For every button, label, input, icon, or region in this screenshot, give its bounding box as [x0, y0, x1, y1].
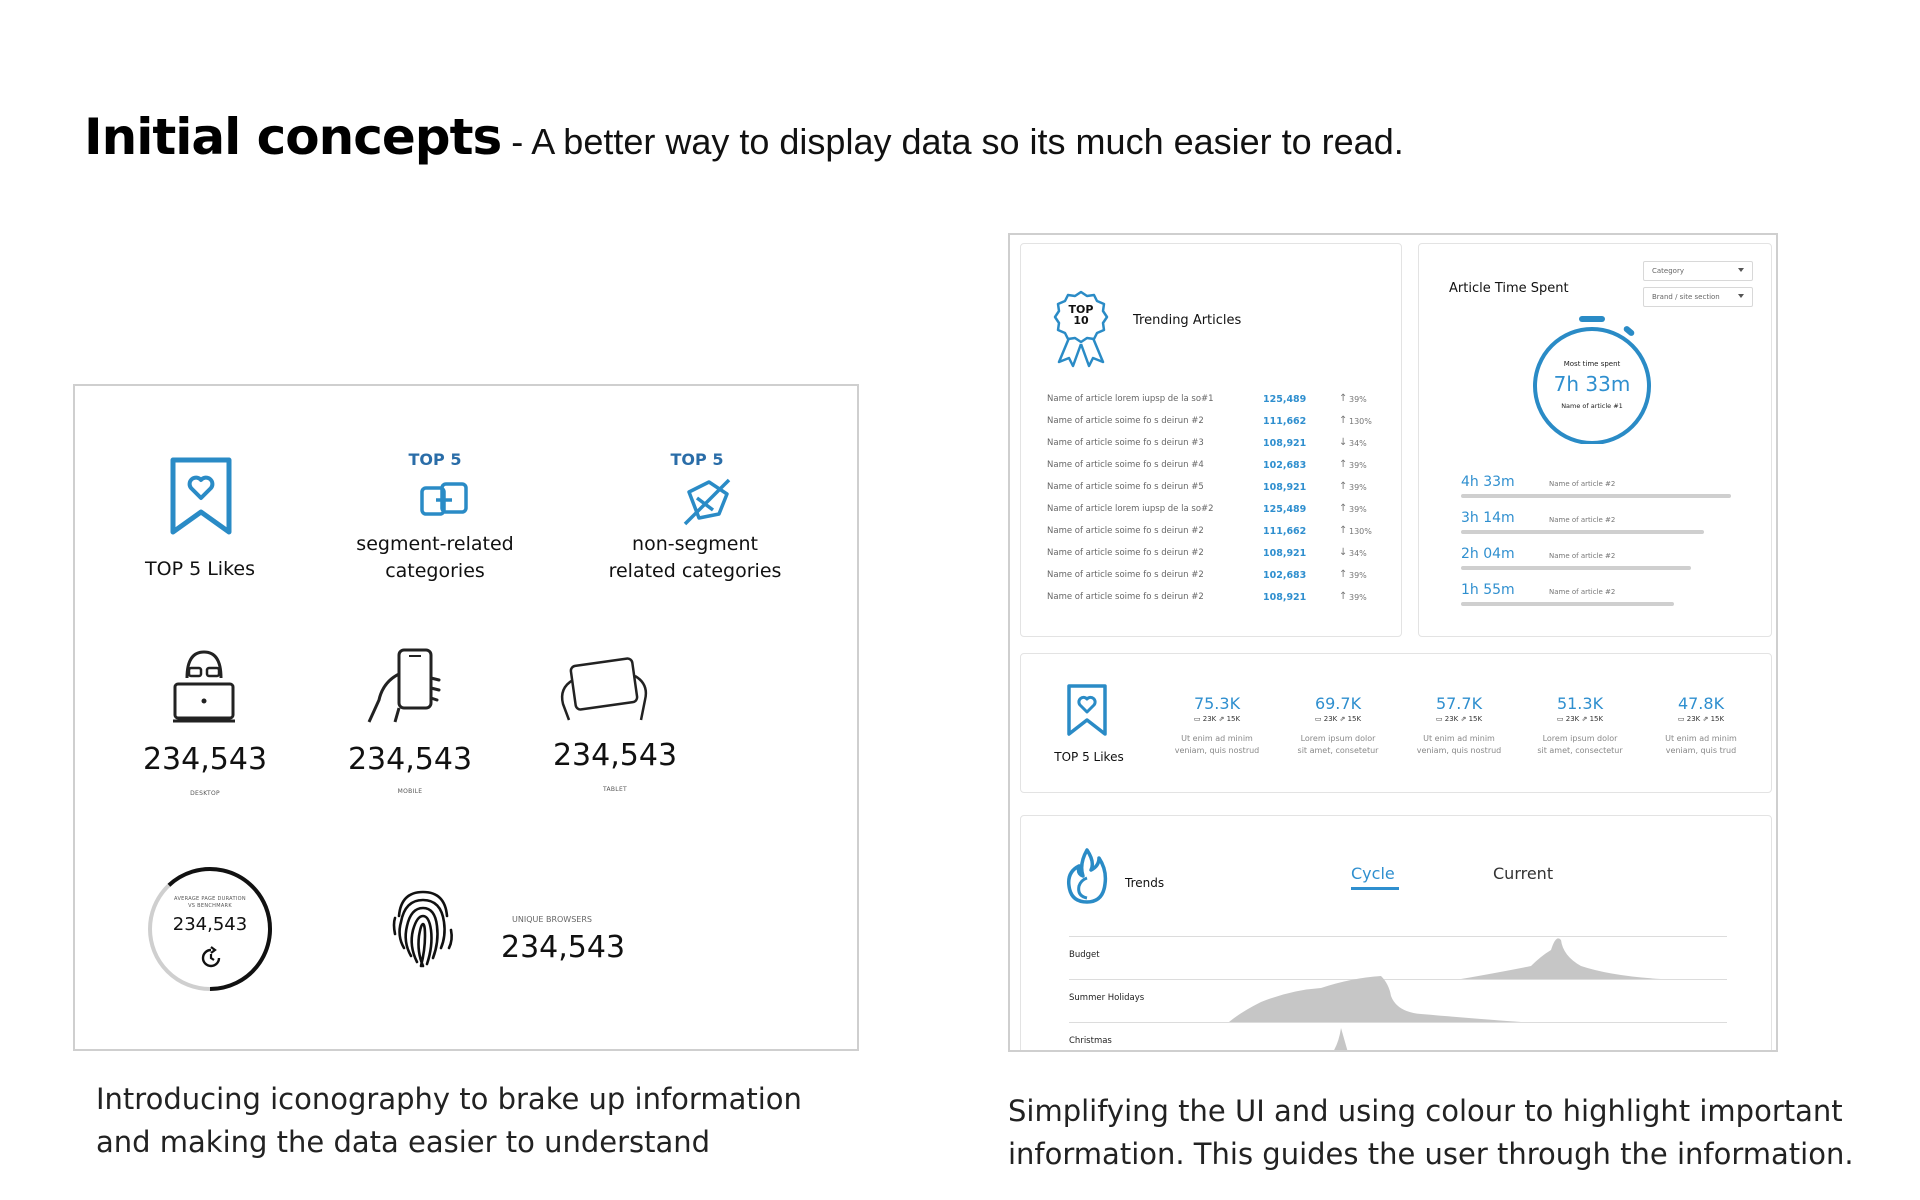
article-name: Name of article soime fo s deirun #2 — [1047, 592, 1204, 602]
article-name: Name of article soime fo s deirun #2 — [1047, 548, 1204, 558]
fingerprint-icon — [391, 886, 455, 970]
likes-label: TOP 5 Likes — [145, 558, 255, 580]
share-count: 15K — [1589, 715, 1604, 723]
share-count: 15K — [1468, 715, 1483, 723]
time-bar — [1461, 566, 1691, 570]
time-spent-title: Article Time Spent — [1449, 281, 1569, 296]
arrow-down-icon: ↓ — [1339, 547, 1348, 558]
article-views: 108,921 — [1263, 482, 1307, 493]
like-description: Ut enim ad minim veniam, quis nostrud — [1174, 734, 1260, 755]
like-description: Lorem ipsum dolor sit amet, consetetur — [1297, 734, 1379, 755]
trending-article-row[interactable] — [1047, 592, 1387, 606]
arrow-down-icon: ↓ — [1339, 437, 1348, 448]
top5-likes-label: TOP 5 Likes — [1054, 750, 1124, 764]
like-value: 75.3K — [1193, 694, 1241, 713]
time-article-name: Name of article #2 — [1549, 552, 1616, 560]
iconography-concept-panel — [73, 384, 859, 1051]
left-caption: Introducing iconography to brake up information and making the data easier to understand — [96, 1082, 802, 1159]
article-name: Name of article soime fo s deirun #2 — [1047, 570, 1204, 580]
time-spent-list — [1461, 474, 1731, 614]
like-description: Lorem ipsum dolor sit amet, consectetur — [1537, 734, 1623, 755]
non-segment-label: non-segment related categories — [608, 533, 782, 582]
share-count: 15K — [1710, 715, 1725, 723]
comment-count: 23K — [1444, 715, 1459, 723]
browsers-caption: UNIQUE BROWSERS — [512, 915, 592, 924]
like-item[interactable] — [1288, 694, 1388, 774]
trending-article-row[interactable] — [1047, 482, 1387, 496]
share-count: 15K — [1226, 715, 1241, 723]
summer-ridge — [1229, 976, 1521, 1022]
trending-article-row[interactable] — [1047, 526, 1387, 540]
duration-value: 234,543 — [172, 914, 248, 935]
like-value: 57.7K — [1435, 694, 1483, 713]
article-change: 130% — [1349, 417, 1372, 426]
article-views: 111,662 — [1263, 526, 1307, 537]
page-title: Initial concepts — [84, 108, 502, 166]
article-views: 108,921 — [1263, 548, 1307, 559]
article-change: 34% — [1349, 549, 1367, 558]
arrow-up-icon: ↑ — [1339, 503, 1348, 514]
comment-count: 23K — [1686, 715, 1701, 723]
mobile-value: 234,543 — [347, 742, 473, 777]
right-caption: Simplifying the UI and using colour to highlight important information. This guides the user through the information. — [1008, 1094, 1854, 1171]
article-name: Name of article soime fo s deirun #4 — [1047, 460, 1204, 470]
page-subtitle: - A better way to display data so its much easier to read. — [511, 121, 1404, 162]
comment-count: 23K — [1565, 715, 1580, 723]
share-icon: ⇗ — [1458, 715, 1469, 723]
clock-refresh-icon — [199, 946, 223, 970]
trends-ridgeline — [1021, 816, 1773, 1052]
trending-article-row[interactable] — [1047, 504, 1387, 518]
time-spent-item[interactable] — [1461, 474, 1731, 504]
category-dropdown[interactable]: Category — [1643, 261, 1753, 281]
article-name: Name of article soime fo s deirun #2 — [1047, 526, 1204, 536]
article-change: 39% — [1349, 483, 1367, 492]
link-squares-icon — [418, 480, 472, 520]
time-spent-item[interactable] — [1461, 546, 1731, 576]
christmas-ridge — [1321, 1028, 1357, 1052]
tablet-value: 234,543 — [552, 738, 678, 773]
article-views: 125,489 — [1263, 394, 1307, 405]
article-name: Name of article soime fo s deirun #3 — [1047, 438, 1204, 448]
budget-ridge — [1461, 938, 1661, 979]
like-engagement — [1288, 715, 1388, 723]
time-value: 1h 55m — [1461, 582, 1515, 598]
bookmark-heart-icon — [1065, 682, 1109, 738]
trend-label-christmas: Christmas — [1069, 1036, 1112, 1046]
time-article-name: Name of article #2 — [1549, 588, 1616, 596]
trending-article-row[interactable] — [1047, 416, 1387, 430]
share-icon: ⇗ — [1216, 715, 1227, 723]
article-change: 34% — [1349, 439, 1367, 448]
top10-badge-icon — [1051, 288, 1111, 368]
like-description: Ut enim ad minim veniam, quis nostrud — [1416, 734, 1502, 755]
like-description: Ut enim ad minim veniam, quis trud — [1665, 734, 1737, 755]
article-views: 108,921 — [1263, 438, 1307, 449]
desktop-value: 234,543 — [142, 742, 268, 777]
tablet-caption: TABLET — [602, 786, 628, 793]
arrow-up-icon: ↑ — [1339, 393, 1348, 404]
browsers-value: 234,543 — [501, 930, 626, 965]
time-bar — [1461, 530, 1704, 534]
tablet-hands-icon — [555, 654, 651, 726]
trends-title: Trends — [1125, 876, 1165, 890]
time-bar — [1461, 602, 1674, 606]
chevron-down-icon — [1738, 294, 1744, 298]
like-engagement — [1409, 715, 1509, 723]
share-icon: ⇗ — [1700, 715, 1711, 723]
timer-value: 7h 33m — [1553, 372, 1631, 396]
desktop-user-icon — [171, 646, 237, 724]
bookmark-heart-icon — [167, 454, 235, 539]
like-value: 51.3K — [1556, 694, 1604, 713]
like-engagement — [1530, 715, 1630, 723]
comment-icon: ▭ — [1556, 715, 1566, 723]
duration-caption: AVERAGE PAGE DURATION VS BENCHMARK — [174, 896, 246, 909]
trend-label-summer: Summer Holidays — [1069, 993, 1145, 1003]
top5-likes-list — [1167, 694, 1767, 774]
time-spent-item[interactable] — [1461, 582, 1731, 612]
share-icon: ⇗ — [1337, 715, 1348, 723]
article-name: Name of article lorem iupsp de la so#1 — [1047, 394, 1214, 404]
article-change: 39% — [1349, 505, 1367, 514]
page-header — [84, 108, 1404, 166]
like-item[interactable] — [1409, 694, 1509, 774]
like-item[interactable] — [1651, 694, 1751, 774]
article-views: 111,662 — [1263, 416, 1307, 427]
article-views: 125,489 — [1263, 504, 1307, 515]
trending-article-row[interactable] — [1047, 394, 1387, 408]
chevron-down-icon — [1738, 268, 1744, 272]
brand-section-dropdown[interactable]: Brand / site section — [1643, 287, 1753, 307]
trending-article-row[interactable] — [1047, 570, 1387, 584]
mobile-caption: MOBILE — [397, 788, 423, 795]
comment-icon: ▭ — [1435, 715, 1445, 723]
share-icon: ⇗ — [1579, 715, 1590, 723]
non-segment-top-label: TOP 5 — [670, 450, 724, 469]
time-value: 3h 14m — [1461, 510, 1515, 526]
timer-article-name: Name of article #1 — [1561, 402, 1623, 410]
time-value: 4h 33m — [1461, 474, 1515, 490]
arrow-up-icon: ↑ — [1339, 569, 1348, 580]
arrow-up-icon: ↑ — [1339, 591, 1348, 602]
trending-articles-card — [1020, 243, 1402, 637]
time-value: 2h 04m — [1461, 546, 1515, 562]
time-spent-card — [1418, 243, 1772, 637]
tab-current[interactable]: Current — [1493, 864, 1554, 883]
article-views: 108,921 — [1263, 592, 1307, 603]
time-article-name: Name of article #2 — [1549, 516, 1616, 524]
article-change: 39% — [1349, 593, 1367, 602]
time-bar — [1461, 494, 1731, 498]
article-change: 130% — [1349, 527, 1372, 536]
like-value: 69.7K — [1314, 694, 1362, 713]
share-count: 15K — [1347, 715, 1362, 723]
trends-card — [1020, 815, 1772, 1052]
article-views: 102,683 — [1263, 570, 1307, 581]
time-article-name: Name of article #2 — [1549, 480, 1616, 488]
article-change: 39% — [1349, 461, 1367, 470]
article-name: Name of article soime fo s deirun #5 — [1047, 482, 1204, 492]
like-item[interactable] — [1530, 694, 1630, 774]
like-value: 47.8K — [1677, 694, 1725, 713]
like-engagement — [1651, 715, 1751, 723]
trending-article-row[interactable] — [1047, 460, 1387, 474]
comment-icon: ▭ — [1314, 715, 1324, 723]
desktop-caption: DESKTOP — [190, 790, 220, 797]
article-name: Name of article lorem iupsp de la so#2 — [1047, 504, 1214, 514]
like-item[interactable] — [1167, 694, 1267, 774]
slashed-link-icon — [679, 474, 735, 530]
comment-icon: ▭ — [1677, 715, 1687, 723]
top10-badge-text: TOP 10 — [1068, 303, 1094, 327]
trending-article-row[interactable] — [1047, 548, 1387, 562]
tab-cycle[interactable]: Cycle — [1351, 864, 1395, 883]
arrow-up-icon: ↑ — [1339, 415, 1348, 426]
top5-likes-card — [1020, 653, 1772, 793]
article-change: 39% — [1349, 571, 1367, 580]
trending-articles-title: Trending Articles — [1133, 313, 1242, 328]
arrow-up-icon: ↑ — [1339, 481, 1348, 492]
segment-top-label: TOP 5 — [408, 450, 462, 469]
timer-caption: Most time spent — [1563, 360, 1621, 368]
trending-article-row[interactable] — [1047, 438, 1387, 452]
segment-label: segment-related categories — [356, 533, 514, 582]
trend-label-budget: Budget — [1069, 950, 1100, 960]
article-change: 39% — [1349, 395, 1367, 404]
arrow-up-icon: ↑ — [1339, 525, 1348, 536]
article-name: Name of article soime fo s deirun #2 — [1047, 416, 1204, 426]
comment-count: 23K — [1202, 715, 1217, 723]
mobile-hand-icon — [365, 644, 447, 726]
dashboard-concept-panel — [1008, 233, 1778, 1052]
comment-count: 23K — [1323, 715, 1338, 723]
time-spent-item[interactable] — [1461, 510, 1731, 540]
comment-icon: ▭ — [1193, 715, 1203, 723]
like-engagement — [1167, 715, 1267, 723]
article-views: 102,683 — [1263, 460, 1307, 471]
arrow-up-icon: ↑ — [1339, 459, 1348, 470]
